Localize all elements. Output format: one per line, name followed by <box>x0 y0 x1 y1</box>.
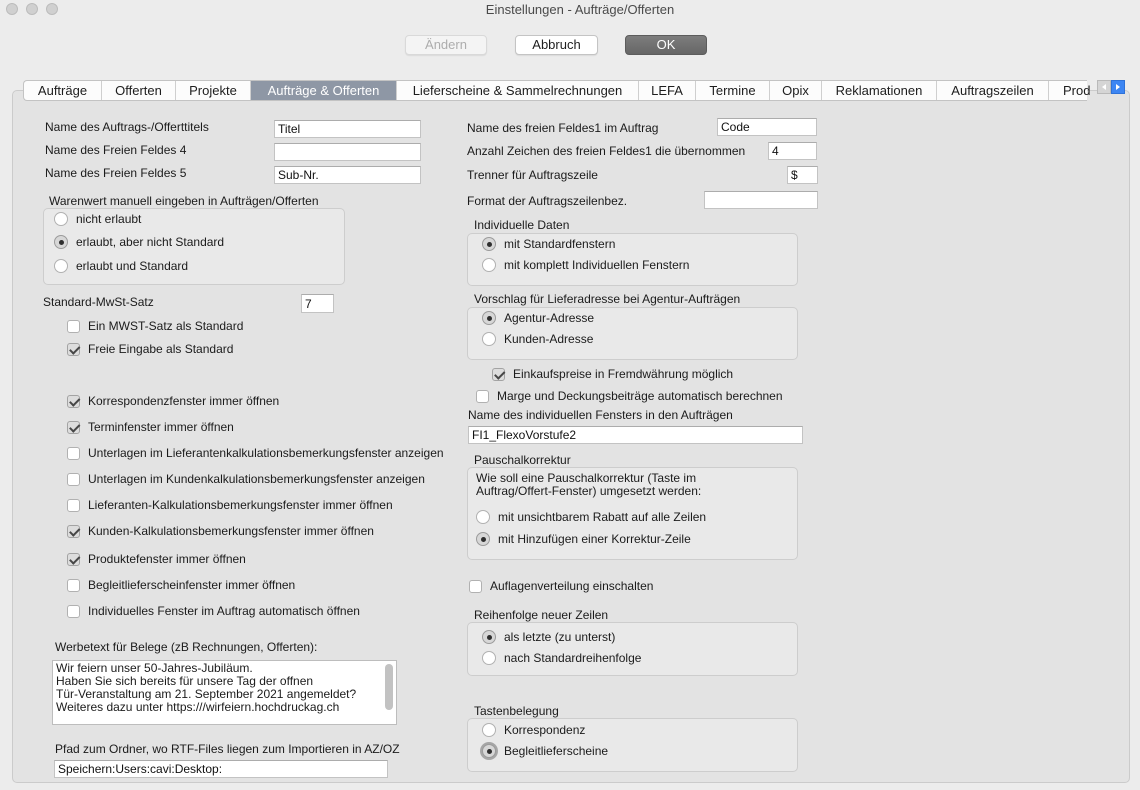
checkbox-label: Terminfenster immer öffnen <box>88 420 234 434</box>
radio-korrektur-zeile[interactable] <box>476 532 691 546</box>
checkbox[interactable] <box>67 525 80 538</box>
arrow-left-icon <box>1100 83 1108 91</box>
checkbox-korrespondenzfenster[interactable] <box>67 394 279 408</box>
checkbox-label: Unterlagen im Lieferantenkalkulationsbemerkungsfenster anzeigen <box>88 446 444 460</box>
tab-lefa[interactable]: LEFA <box>639 81 696 100</box>
radio-button[interactable] <box>476 510 490 524</box>
radio-unsichtbarer-rabatt[interactable] <box>476 510 706 524</box>
checkbox-lieferanten-kalkulation[interactable] <box>67 498 393 512</box>
checkbox[interactable] <box>67 579 80 592</box>
change-button[interactable]: Ändern <box>405 35 487 55</box>
radio-button[interactable] <box>482 237 496 251</box>
checkbox-mwst-standard[interactable] <box>67 319 243 333</box>
checkbox-produktefenster[interactable] <box>67 552 246 566</box>
checkbox[interactable] <box>469 580 482 593</box>
rtf-path-input[interactable] <box>54 760 388 778</box>
radio-button[interactable] <box>482 723 496 737</box>
free-field-1-label: Name des freien Feldes1 im Auftrag <box>467 121 659 135</box>
free-field-1-input[interactable] <box>717 118 817 136</box>
individuelle-daten-title: Individuelle Daten <box>474 218 570 232</box>
radio-begleitlieferscheine[interactable] <box>482 744 608 758</box>
format-label: Format der Auftragszeilenbez. <box>467 194 628 208</box>
reihenfolge-title: Reihenfolge neuer Zeilen <box>474 608 609 622</box>
radio-button[interactable] <box>482 332 496 346</box>
pauschalkorrektur-title: Pauschalkorrektur <box>474 453 571 467</box>
textarea-line: Haben Sie sich bereits für unsere Tag der offnen <box>56 674 314 688</box>
radio-button[interactable] <box>482 744 496 758</box>
checkbox-label: Freie Eingabe als Standard <box>88 342 234 356</box>
individual-window-label: Name des individuellen Fensters in den Aufträgen <box>468 408 733 422</box>
tab-auftragszeilen[interactable]: Auftragszeilen <box>937 81 1049 100</box>
checkbox-individuelles-fenster[interactable] <box>67 604 360 618</box>
char-count-input[interactable] <box>768 142 817 160</box>
tab-bar <box>23 80 1091 101</box>
free-field-5-label: Name des Freien Feldes 5 <box>45 166 187 180</box>
checkbox[interactable] <box>476 390 489 403</box>
radio-als-letzte[interactable] <box>482 630 615 644</box>
checkbox-unterlagen-lieferant[interactable] <box>67 446 444 460</box>
radio-button[interactable] <box>482 651 496 665</box>
radio-label: erlaubt, aber nicht Standard <box>76 235 225 249</box>
checkbox-einkaufspreise[interactable] <box>492 367 733 381</box>
radio-button[interactable] <box>482 311 496 325</box>
tab-scroll-left-button[interactable] <box>1097 80 1111 94</box>
radio-label: mit Standardfenstern <box>504 237 616 251</box>
mwst-label: Standard-MwSt-Satz <box>43 295 154 309</box>
radio-button[interactable] <box>54 212 68 226</box>
werbetext-textarea[interactable] <box>52 660 397 725</box>
checkbox-marge[interactable] <box>476 389 783 403</box>
checkbox[interactable] <box>67 553 80 566</box>
radio-label: mit komplett Individuellen Fenstern <box>504 258 690 272</box>
checkbox[interactable] <box>67 320 80 333</box>
checkbox-label: Auflagenverteilung einschalten <box>490 579 654 593</box>
tab-termine[interactable]: Termine <box>696 81 770 100</box>
window-title: Einstellungen - Aufträge/Offerten <box>485 2 675 17</box>
radio-button[interactable] <box>482 630 496 644</box>
tab-lieferscheine[interactable]: Lieferscheine & Sammelrechnungen <box>397 81 639 100</box>
checkbox-freie-eingabe[interactable] <box>67 342 233 356</box>
pauschalkorrektur-description: Wie soll eine Pauschalkorrektur (Taste im <box>476 471 697 485</box>
radio-individuelle-fenster[interactable] <box>482 258 689 272</box>
rtf-path-label: Pfad zum Ordner, wo RTF-Files liegen zum Importieren in AZ/OZ <box>55 742 400 756</box>
lieferadresse-title: Vorschlag für Lieferadresse bei Agentur-Aufträgen <box>474 292 741 306</box>
radio-label: als letzte (zu unterst) <box>504 630 616 644</box>
radio-label: mit Hinzufügen einer Korrektur-Zeile <box>498 532 691 546</box>
radio-button[interactable] <box>54 259 68 273</box>
checkbox[interactable] <box>67 421 80 434</box>
radio-standardfenster[interactable] <box>482 237 615 251</box>
radio-erlaubt-standard[interactable] <box>54 259 188 273</box>
tab-prod[interactable]: Prod <box>1063 83 1091 98</box>
checkbox[interactable] <box>67 395 80 408</box>
checkbox-label: Marge und Deckungsbeiträge automatisch berechnen <box>497 389 783 403</box>
separator-label: Trenner für Auftragszeile <box>467 168 598 182</box>
textarea-line: Weiteres dazu unter https:///wirfeiern.hochdruckag.ch <box>56 700 340 714</box>
textarea-scrollbar[interactable] <box>385 664 393 710</box>
checkbox[interactable] <box>67 499 80 512</box>
radio-label: nicht erlaubt <box>76 212 142 226</box>
checkbox-label: Unterlagen im Kundenkalkulationsbemerkungsfenster anzeigen <box>88 472 425 486</box>
free-field-5-input[interactable] <box>274 166 421 184</box>
checkbox[interactable] <box>67 343 80 356</box>
radio-korrespondenz[interactable] <box>482 723 585 737</box>
radio-label: Agentur-Adresse <box>504 311 595 325</box>
radio-nicht-erlaubt[interactable] <box>54 212 141 226</box>
tab-reklamationen[interactable]: Reklamationen <box>822 81 937 100</box>
tastenbelegung-title: Tastenbelegung <box>474 704 559 718</box>
checkbox-unterlagen-kunde[interactable] <box>67 472 425 486</box>
checkbox-label: Ein MWST-Satz als Standard <box>88 319 244 333</box>
separator-input[interactable] <box>787 166 818 184</box>
char-count-label: Anzahl Zeichen des freien Feldes1 die übernommen <box>467 144 746 158</box>
checkbox-begleitlieferschein[interactable] <box>67 578 295 592</box>
textarea-line: Wir feiern unser 50-Jahres-Jubiläum. <box>56 661 253 675</box>
tab-auftraege[interactable]: Aufträge <box>24 81 102 100</box>
format-input[interactable] <box>704 191 818 209</box>
radio-kunden-adresse[interactable] <box>482 332 593 346</box>
radio-label: mit unsichtbarem Rabatt auf alle Zeilen <box>498 510 707 524</box>
checkbox-label: Kunden-Kalkulationsbemerkungsfenster immer öffnen <box>88 524 374 538</box>
tab-scroll-right-button[interactable] <box>1111 80 1125 94</box>
radio-button[interactable] <box>476 532 490 546</box>
radio-label: Begleitlieferscheine <box>504 744 609 758</box>
radio-button[interactable] <box>54 235 68 249</box>
tab-projekte[interactable]: Projekte <box>176 81 251 100</box>
checkbox-label: Produktefenster immer öffnen <box>88 552 246 566</box>
radio-button[interactable] <box>482 258 496 272</box>
ok-button[interactable]: OK <box>625 35 707 55</box>
radio-label: nach Standardreihenfolge <box>504 651 642 665</box>
radio-label: erlaubt und Standard <box>76 259 189 273</box>
radio-erlaubt-nicht-standard[interactable] <box>54 235 224 249</box>
checkbox-label: Einkaufspreise in Fremdwährung möglich <box>513 367 734 381</box>
checkbox-label: Individuelles Fenster im Auftrag automatisch öffnen <box>88 604 360 618</box>
minimize-icon[interactable] <box>26 3 38 15</box>
zoom-icon[interactable] <box>46 3 58 15</box>
checkbox[interactable] <box>492 368 505 381</box>
free-field-4-input[interactable] <box>274 143 421 161</box>
checkbox-label: Lieferanten-Kalkulationsbemerkungsfenster immer öffnen <box>88 498 393 512</box>
checkbox-kunden-kalkulation[interactable] <box>67 524 374 538</box>
radio-label: Korrespondenz <box>504 723 586 737</box>
mwst-input[interactable] <box>301 294 334 313</box>
checkbox[interactable] <box>67 605 80 618</box>
close-icon[interactable] <box>6 3 18 15</box>
checkbox[interactable] <box>67 447 80 460</box>
werbetext-label: Werbetext für Belege (zB Rechnungen, Offerten): <box>55 640 318 654</box>
checkbox-label: Korrespondenzfenster immer öffnen <box>88 394 280 408</box>
checkbox-auflagenverteilung[interactable] <box>469 579 653 593</box>
arrow-right-icon <box>1114 83 1122 91</box>
textarea-line: Tür-Veranstaltung am 21. September 2021 angemeldet? <box>56 687 357 701</box>
checkbox[interactable] <box>67 473 80 486</box>
radio-standardreihenfolge[interactable] <box>482 651 641 665</box>
tab-offerten[interactable]: Offerten <box>102 81 176 100</box>
checkbox-label: Begleitlieferscheinfenster immer öffnen <box>88 578 296 592</box>
tab-opix[interactable]: Opix <box>770 81 822 100</box>
individual-window-input[interactable] <box>468 426 803 444</box>
cancel-button[interactable]: Abbruch <box>515 35 598 55</box>
radio-agentur-adresse[interactable] <box>482 311 594 325</box>
free-field-4-label: Name des Freien Feldes 4 <box>45 143 187 157</box>
warenwert-group-title: Warenwert manuell eingeben in Aufträgen/Offerten <box>49 194 319 208</box>
checkbox-terminfenster[interactable] <box>67 420 234 434</box>
tab-auftraege-offerten[interactable]: Aufträge & Offerten <box>251 81 397 100</box>
title-field-input[interactable] <box>274 120 421 138</box>
title-field-label: Name des Auftrags-/Offerttitels <box>45 120 209 134</box>
radio-label: Kunden-Adresse <box>504 332 594 346</box>
pauschalkorrektur-description: Auftrag/Offert-Fenster) umgesetzt werden: <box>476 484 702 498</box>
